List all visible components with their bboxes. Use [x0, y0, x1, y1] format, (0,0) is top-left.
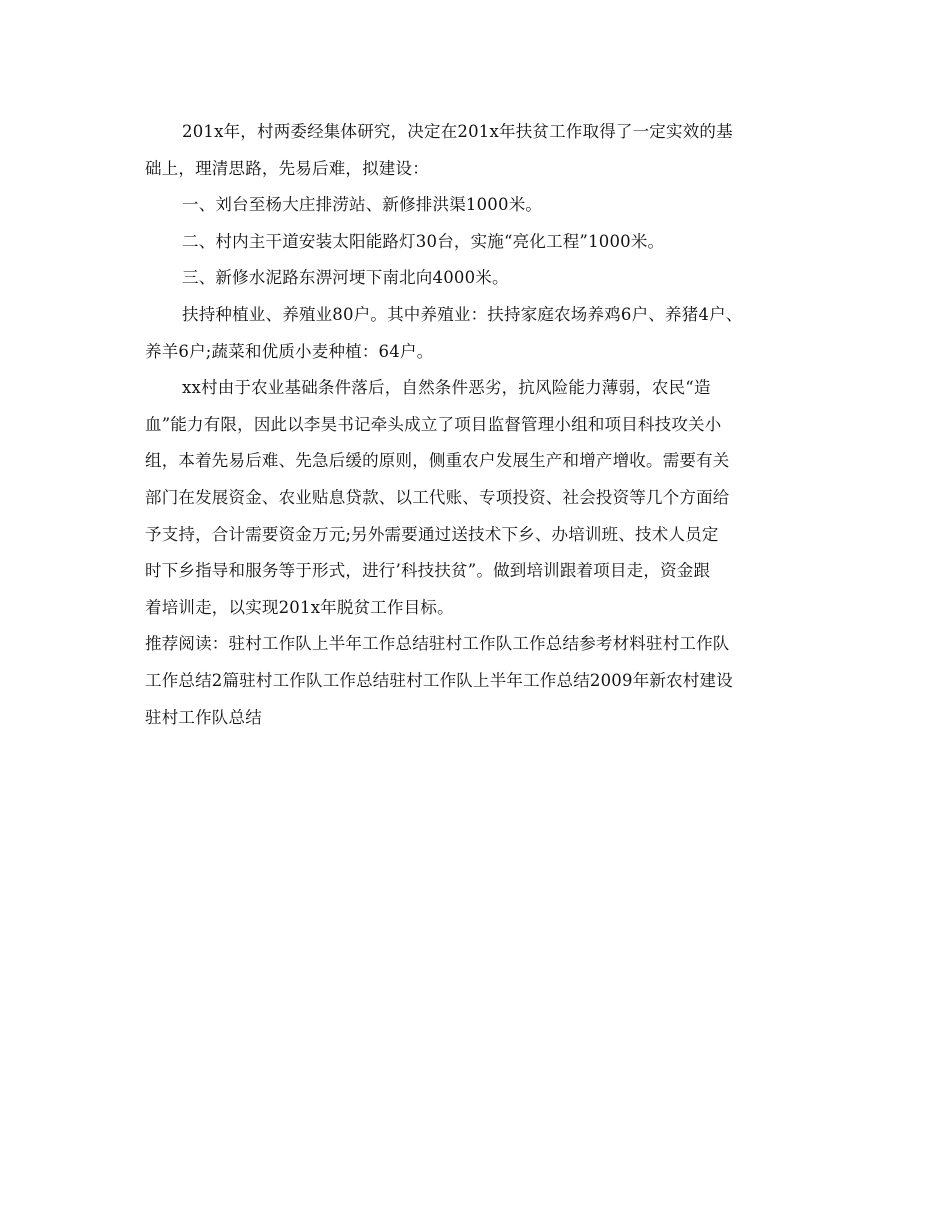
paragraph-3-line-1: xx村由于农业基础条件落后，自然条件恶劣，抗风险能力薄弱，农民“造	[182, 378, 711, 398]
item-one: 一、刘台至杨大庄排涝站、新修排洪渠1000米。	[182, 195, 543, 215]
paragraph-3-line-4: 部门在发展资金、农业贴息贷款、以工代账、专项投资、社会投资等几个方面给	[145, 487, 730, 507]
item-three: 三、新修水泥路东淠河埂下南北向4000米。	[182, 268, 509, 288]
paragraph-1-line-2: 础上，理清思路，先易后难，拟建设：	[145, 158, 429, 178]
document-body	[145, 114, 813, 736]
item-two: 二、村内主干道安装太阳能路灯30台，实施“亮化工程”1000米。	[182, 231, 665, 251]
paragraph-3-line-5: 予支持，合计需要资金万元;另外需要通过送技术下乡、办培训班、技术人员定	[145, 524, 719, 544]
recommended-reading-line-1: 推荐阅读：驻村工作队上半年工作总结驻村工作队工作总结参考材料驻村工作队	[145, 634, 730, 654]
paragraph-1-line-1: 201x年，村两委经集体研究，决定在201x年扶贫工作取得了一定实效的基	[182, 122, 733, 141]
paragraph-2-line-1: 扶持种植业、养殖业80户。其中养殖业：扶持家庭农场养鸡6户、养猪4户、	[182, 304, 743, 324]
paragraph-3-line-3: 组，本着先易后难、先急后缓的原则，侧重农户发展生产和增产增收。需要有关	[145, 451, 730, 471]
paragraph-3-line-2: 血”能力有限，因此以李昊书记牵头成立了项目监督管理小组和项目科技攻关小	[145, 414, 722, 434]
recommended-reading-line-3: 驻村工作队总结	[145, 707, 262, 727]
paragraph-2-line-2: 养羊6户;蔬菜和优质小麦种植：64户。	[145, 341, 434, 361]
paragraph-3-line-6: 时下乡指导和服务等于形式，进行’科技扶贫”。做到培训跟着项目走，资金跟	[145, 561, 711, 581]
recommended-reading-line-2: 工作总结2篇驻村工作队工作总结驻村工作队上半年工作总结2009年新农村建设	[145, 670, 733, 690]
paragraph-3-line-7: 着培训走，以实现201x年脱贫工作目标。	[145, 597, 454, 617]
